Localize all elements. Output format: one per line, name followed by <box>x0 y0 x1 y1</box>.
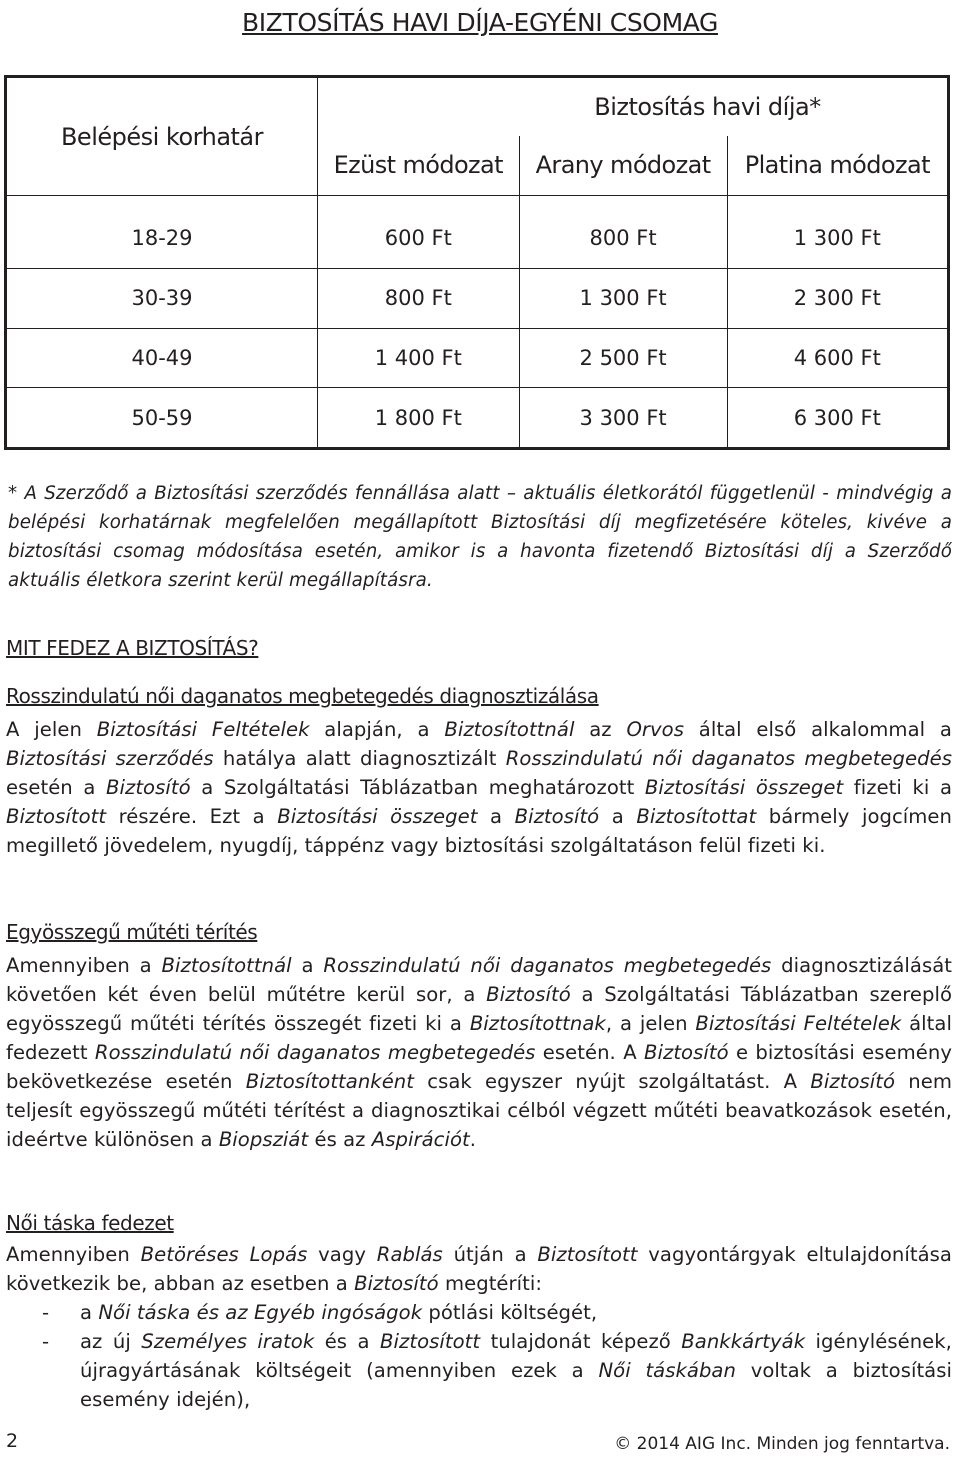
handbag-intro: Amennyiben Betöréses Lopás vagy Rablás útján a Biztosított vagyontárgyak eltulajdonítása következik be, abban az esetben a Biztosító megtéríti: <box>6 1243 952 1295</box>
defined-term: Rosszindulatú női daganatos megbetegedés <box>505 747 952 770</box>
table-row <box>6 196 949 269</box>
defined-term: Biztosítási összeget <box>644 776 844 799</box>
monthly-fee-header: Biztosítás havi díja* <box>318 77 949 136</box>
defined-term: Biztosított <box>6 805 107 828</box>
gold-price-cell: 800 Ft <box>519 196 727 269</box>
age-cell: 50-59 <box>6 388 318 449</box>
defined-term: Személyes iratok <box>141 1330 315 1353</box>
platinum-price-cell: 4 600 Ft <box>727 328 948 388</box>
defined-term: Biztosítási Feltételek <box>695 1012 902 1035</box>
gold-price-cell: 2 500 Ft <box>519 328 727 388</box>
defined-term: Bankkártyák <box>681 1330 806 1353</box>
section-heading-malignant-tumor: Rosszindulatú női daganatos megbetegedés diagnosztizálása <box>6 684 599 708</box>
dash-marker: - <box>42 1330 50 1353</box>
defined-term: Biztosítottnál <box>444 718 575 741</box>
platinum-price-cell: 1 300 Ft <box>727 196 948 269</box>
defined-term: Női táskában <box>598 1359 736 1382</box>
platinum-price-cell: 6 300 Ft <box>727 388 948 449</box>
list-item-text: az új Személyes iratok és a Biztosított tulajdonát képező Bankkártyák igénylésének, újragyártásának költségeit (amennyiben ezek a Női táskában voltak a biztosítási esemény idején), <box>80 1330 952 1411</box>
defined-term: Aspirációt <box>371 1128 470 1151</box>
table-header-row <box>6 77 949 136</box>
section-text-surgery-benefit: Amennyiben a Biztosítottnál a Rosszindulatú női daganatos megbetegedés diagnosztizálását követően két éven belül műtétre kerül sor, a Biztosító a Szolgáltatási Táblázatban szereplő egyösszegű műtéti térítés összegét fizeti ki a Biztosítottnak, a jelen Biztosítási Feltételek által fedezett Rosszindulatú női daganatos megbetegedés esetén. A Biztosító e biztosítási esemény bekövetkezése esetén Biztosítottanként csak egyszer nyújt szolgáltatást. A Biztosító nem teljesít egyösszegű műtéti térítést a diagnosztikai célból végzett műtéti beavatkozások esetén, ideértve különösen a Biopsziát és az Aspirációt. <box>6 954 952 1151</box>
defined-term: Biztosítási szerződés <box>6 747 214 770</box>
handbag-bullet-list <box>6 1298 952 1414</box>
defined-term: Biztosítottnál <box>161 954 292 977</box>
list-item-text: a Női táska és az Egyéb ingóságok pótlási költségét, <box>80 1301 598 1324</box>
plan-platinum-header: Platina módozat <box>727 136 948 196</box>
silver-price-cell: 1 400 Ft <box>318 328 520 388</box>
defined-term: Betöréses Lopás <box>140 1243 308 1266</box>
dash-marker: - <box>42 1301 50 1324</box>
defined-term: Rosszindulatú női daganatos megbetegedés <box>323 954 772 977</box>
table-row <box>6 328 949 388</box>
table-row <box>6 388 949 449</box>
defined-term: Biztosított <box>380 1330 481 1353</box>
page-title: BIZTOSÍTÁS HAVI DÍJA-EGYÉNI CSOMAG <box>242 8 718 37</box>
defined-term: Biztosítottnak <box>469 1012 606 1035</box>
age-cell: 18-29 <box>6 196 318 269</box>
list-item <box>6 1327 952 1414</box>
section-text-handbag-cover <box>6 1240 952 1414</box>
silver-price-cell: 800 Ft <box>318 269 520 329</box>
defined-term: Biztosítási összeget <box>277 805 478 828</box>
defined-term: Biztosítottanként <box>245 1070 415 1093</box>
gold-price-cell: 3 300 Ft <box>519 388 727 449</box>
defined-term: Biztosított <box>537 1243 638 1266</box>
defined-term: Biztosító <box>810 1070 896 1093</box>
defined-term: Orvos <box>626 718 684 741</box>
defined-term: Biztosító <box>486 983 571 1006</box>
coverage-heading: MIT FEDEZ A BIZTOSÍTÁS? <box>6 636 259 660</box>
platinum-price-cell: 2 300 Ft <box>727 269 948 329</box>
gold-price-cell: 1 300 Ft <box>519 269 727 329</box>
defined-term: Rablás <box>376 1243 443 1266</box>
premium-footnote: * A Szerződő a Biztosítási szerződés fennállása alatt – aktuális életkorától függetlenül - mindvégig a belépési korhatárnak megfelelően megállapított Biztosítási díj megfizetésére köteles, kivéve a biztosítási csomag módosítása esetén, amikor is a havonta fizetendő Biztosítási díj a Szerződő aktuális életkora szerint kerül megállapításra. <box>8 483 952 591</box>
defined-term: Rosszindulatú női daganatos megbetegedés <box>94 1041 536 1064</box>
plan-silver-header: Ezüst módozat <box>318 136 520 196</box>
plan-gold-header: Arany módozat <box>519 136 727 196</box>
defined-term: Biztosító <box>106 776 191 799</box>
copyright-notice: © 2014 AIG Inc. Minden jog fenntartva. <box>614 1434 950 1454</box>
page-number: 2 <box>6 1430 19 1452</box>
table-row <box>6 269 949 329</box>
age-cell: 30-39 <box>6 269 318 329</box>
section-heading-surgery-benefit: Egyösszegű műtéti térítés <box>6 920 258 944</box>
list-item <box>6 1298 952 1327</box>
section-text-malignant-tumor: A jelen Biztosítási Feltételek alapján, a Biztosítottnál az Orvos által első alkalommal a Biztosítási szerződés hatálya alatt diagnosztizált Rosszindulatú női daganatos megbetegedés esetén a Biztosító a Szolgáltatási Táblázatban meghatározott Biztosítási összeget fizeti ki a Biztosított részére. Ezt a Biztosítási összeget a Biztosító a Biztosítottat bármely jogcímen megillető jövedelem, nyugdíj, táppénz vagy biztosítási szolgáltatáson felül fizeti ki. <box>6 718 953 857</box>
defined-term: Női táska és az Egyéb ingóságok <box>98 1301 423 1324</box>
section-heading-handbag-cover: Női táska fedezet <box>6 1211 174 1235</box>
defined-term: Biztosító <box>644 1041 729 1064</box>
defined-term: Biztosító <box>514 805 600 828</box>
silver-price-cell: 1 800 Ft <box>318 388 520 449</box>
defined-term: Biztosító <box>354 1272 439 1295</box>
defined-term: Biztosítási Feltételek <box>96 718 310 741</box>
silver-price-cell: 600 Ft <box>318 196 520 269</box>
age-cell: 40-49 <box>6 328 318 388</box>
defined-term: Biopsziát <box>218 1128 309 1151</box>
premium-table <box>4 75 950 450</box>
age-column-header: Belépési korhatár <box>6 77 318 196</box>
defined-term: Biztosítottat <box>636 805 757 828</box>
